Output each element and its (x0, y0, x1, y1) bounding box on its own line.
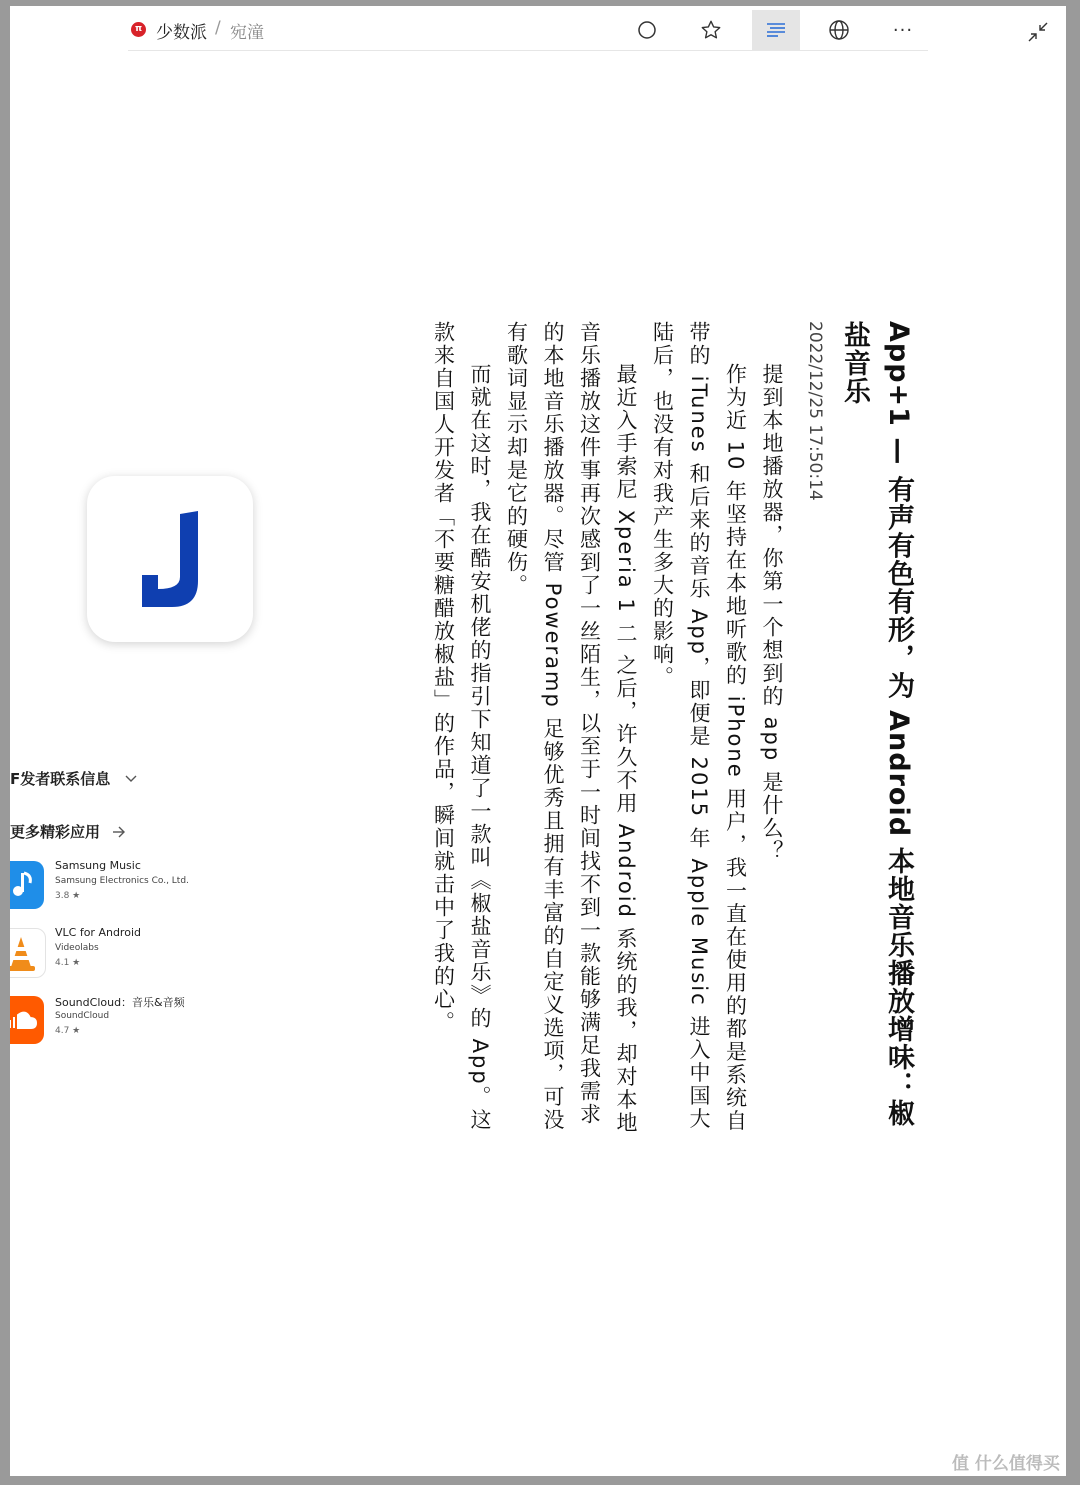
soundcloud-cloud-icon (10, 996, 44, 1044)
more-apps-label: 更多精彩应用 (10, 823, 101, 841)
collapse-button[interactable] (1024, 18, 1052, 46)
samsung-music-icon (10, 861, 44, 909)
store-app-developer: SoundCloud (55, 1011, 110, 1021)
store-app-item[interactable] (10, 859, 210, 909)
store-app-item[interactable] (10, 926, 210, 976)
article-body (310, 321, 920, 1141)
article-date: 2022/12/25 17:50:14 (805, 321, 825, 501)
reader-view-button[interactable] (752, 10, 800, 50)
globe-icon (828, 19, 850, 41)
arrow-right-icon (112, 826, 126, 838)
article-paragraph: 而就在这时，我在酷安机佬的指引下知道了一款叫《椒盐音乐》的 App。这款来自国人开发者「不要糖醋放椒盐」的作品，瞬间就击中了我的心。 (431, 321, 492, 1132)
app-icon (87, 476, 253, 642)
store-app-name: Samsung Music (55, 859, 141, 872)
translate-button[interactable] (815, 10, 863, 50)
chevron-down-icon (124, 774, 138, 784)
store-app-rating: 4.7 ★ (55, 1026, 81, 1036)
site-logo-icon: π (131, 22, 146, 37)
article-paragraph: 最近入手索尼 Xperia 1 二 之后，许久不用 Android 系统的我，却对本地音乐播放这件事再次感到了一丝陌生，以至于一时间找不到一款能够满足我需求的本地音乐播放器。尽管 Poweramp 足够优秀且拥有丰富的自定义选项，可没有歌词显示却是它的硬伤。 (504, 321, 638, 1135)
more-apps-row[interactable] (10, 821, 126, 842)
store-app-name: SoundCloud：音乐&音频 (55, 996, 185, 1009)
circle-button[interactable] (623, 10, 671, 50)
article-paragraph: 提到本地播放器，你第一个想到的 app 是什么？ (760, 363, 784, 863)
more-button[interactable]: ··· (892, 19, 914, 41)
favorite-button[interactable] (687, 10, 735, 50)
circle-icon (637, 20, 657, 40)
store-app-name: VLC for Android (55, 926, 141, 939)
star-icon (700, 19, 722, 41)
store-app-developer: Samsung Electronics Co., Ltd. (55, 876, 189, 886)
reader-window (10, 6, 1066, 1476)
store-app-rating: 4.1 ★ (55, 958, 81, 968)
site-name[interactable]: 少数派 (156, 23, 207, 43)
store-app-developer: Videolabs (55, 943, 99, 953)
reader-toolbar (128, 6, 928, 51)
watermark: 值 什么值得买 (952, 1454, 1060, 1474)
app-logo-j-icon (130, 509, 210, 609)
reader-lines-icon (765, 21, 787, 39)
collapse-icon (1027, 21, 1049, 43)
vlc-cone-icon (10, 928, 46, 978)
developer-contact-row[interactable] (10, 768, 138, 789)
store-app-item[interactable] (10, 994, 210, 1044)
developer-contact-label: F发者联系信息 (10, 770, 111, 788)
author-name[interactable]: 宛潼 (230, 23, 264, 43)
article-paragraph: 作为近 10 年坚持在本地听歌的 iPhone 用户，我一直在使用的都是系统自带的 iTunes 和后来的音乐 App，即便是 2015 年 Apple Music 进入中国大陆后，也没有对我产生多大的影响。 (650, 321, 748, 1133)
article-title: App+1 — 有声有色有形，为 Android 本地音乐播放增味：椒盐音乐 (839, 321, 914, 1128)
store-app-rating: 3.8 ★ (55, 891, 81, 901)
breadcrumb-separator: / (215, 18, 221, 38)
